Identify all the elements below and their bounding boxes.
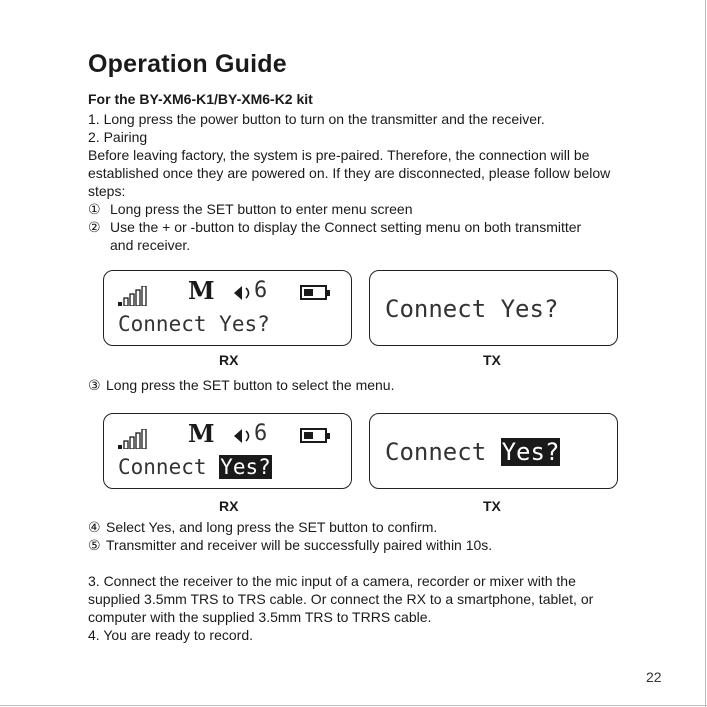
battery-icon — [300, 428, 332, 444]
page-number: 22 — [646, 669, 662, 685]
rx-display-2 — [103, 413, 352, 489]
speaker-icon — [232, 283, 254, 303]
connect-label: Connect — [118, 455, 207, 479]
signal-bars-icon — [118, 429, 152, 449]
yes-option: Yes? — [219, 312, 270, 336]
step-3-line-2: supplied 3.5mm TRS to TRS cable. Or connect the RX to a smartphone, tablet, or — [88, 591, 594, 607]
tx-display-2 — [369, 413, 618, 489]
tx-label-2: TX — [483, 498, 501, 514]
substep-3-text: Long press the SET button to select the menu. — [106, 377, 395, 393]
volume-level: 6 — [254, 278, 268, 303]
speaker-icon — [232, 426, 254, 446]
volume-level: 6 — [254, 421, 268, 446]
connect-label: Connect — [385, 295, 487, 323]
substep-3 — [88, 376, 394, 394]
connect-label: Connect — [118, 312, 207, 336]
mode-indicator: M — [188, 276, 215, 305]
substep-4-text: Select Yes, and long press the SET button to confirm. — [106, 519, 438, 535]
step-2-heading: 2. Pairing — [88, 129, 148, 145]
substep-2-number: ② — [88, 219, 101, 235]
substep-1-number: ① — [88, 201, 101, 217]
pairing-paragraph-line-1: Before leaving factory, the system is pre-paired. Therefore, the connection will be — [88, 147, 590, 163]
substep-4-number: ④ — [88, 519, 101, 535]
rx-label-1: RX — [219, 352, 239, 368]
substep-5-number: ⑤ — [88, 537, 101, 553]
substep-1-text: Long press the SET button to enter menu screen — [110, 201, 413, 217]
step-1-text: 1. Long press the power button to turn on the transmitter and the receiver. — [88, 111, 545, 127]
step-3-line-3: computer with the supplied 3.5mm TRS to TRRS cable. — [88, 609, 432, 625]
connect-label: Connect — [385, 438, 487, 466]
mode-indicator: M — [188, 419, 215, 448]
yes-option-selected: Yes? — [501, 438, 560, 466]
rx-label-2: RX — [219, 498, 239, 514]
battery-icon — [300, 285, 332, 301]
substep-3-number: ③ — [88, 377, 101, 393]
substep-2-text-cont: and receiver. — [110, 237, 191, 253]
tx-menu-line — [385, 438, 560, 466]
substep-4 — [88, 518, 437, 536]
yes-option-selected: Yes? — [220, 455, 271, 479]
tx-label-1: TX — [483, 352, 501, 368]
substep-2-text: Use the + or -button to display the Connect setting menu on both transmitter — [110, 219, 582, 235]
kit-subtitle: For the BY-XM6-K1/BY-XM6-K2 kit — [88, 91, 313, 107]
rx-display-1 — [103, 270, 352, 346]
signal-bars-icon — [118, 286, 152, 306]
pairing-paragraph-line-3: steps: — [88, 183, 126, 199]
page-title: Operation Guide — [88, 50, 287, 78]
pairing-paragraph-line-2: established once they are powered on. If they are disconnected, please follow below — [88, 165, 611, 181]
tx-menu-line — [385, 295, 558, 323]
step-3-line-1: 3. Connect the receiver to the mic input of a camera, recorder or mixer with the — [88, 573, 576, 589]
tx-display-1 — [369, 270, 618, 346]
step-4-text: 4. You are ready to record. — [88, 627, 253, 643]
page-edge-right — [705, 0, 706, 707]
yes-option: Yes? — [500, 295, 559, 323]
substep-5 — [88, 536, 492, 554]
page-edge-bottom — [0, 705, 707, 706]
rx-menu-line — [118, 455, 272, 479]
substep-1 — [88, 200, 412, 218]
rx-menu-line — [118, 312, 270, 336]
substep-2 — [88, 218, 581, 236]
rx-status-row — [118, 425, 152, 449]
substep-5-text: Transmitter and receiver will be successfully paired within 10s. — [106, 537, 493, 553]
rx-status-row — [118, 282, 152, 306]
